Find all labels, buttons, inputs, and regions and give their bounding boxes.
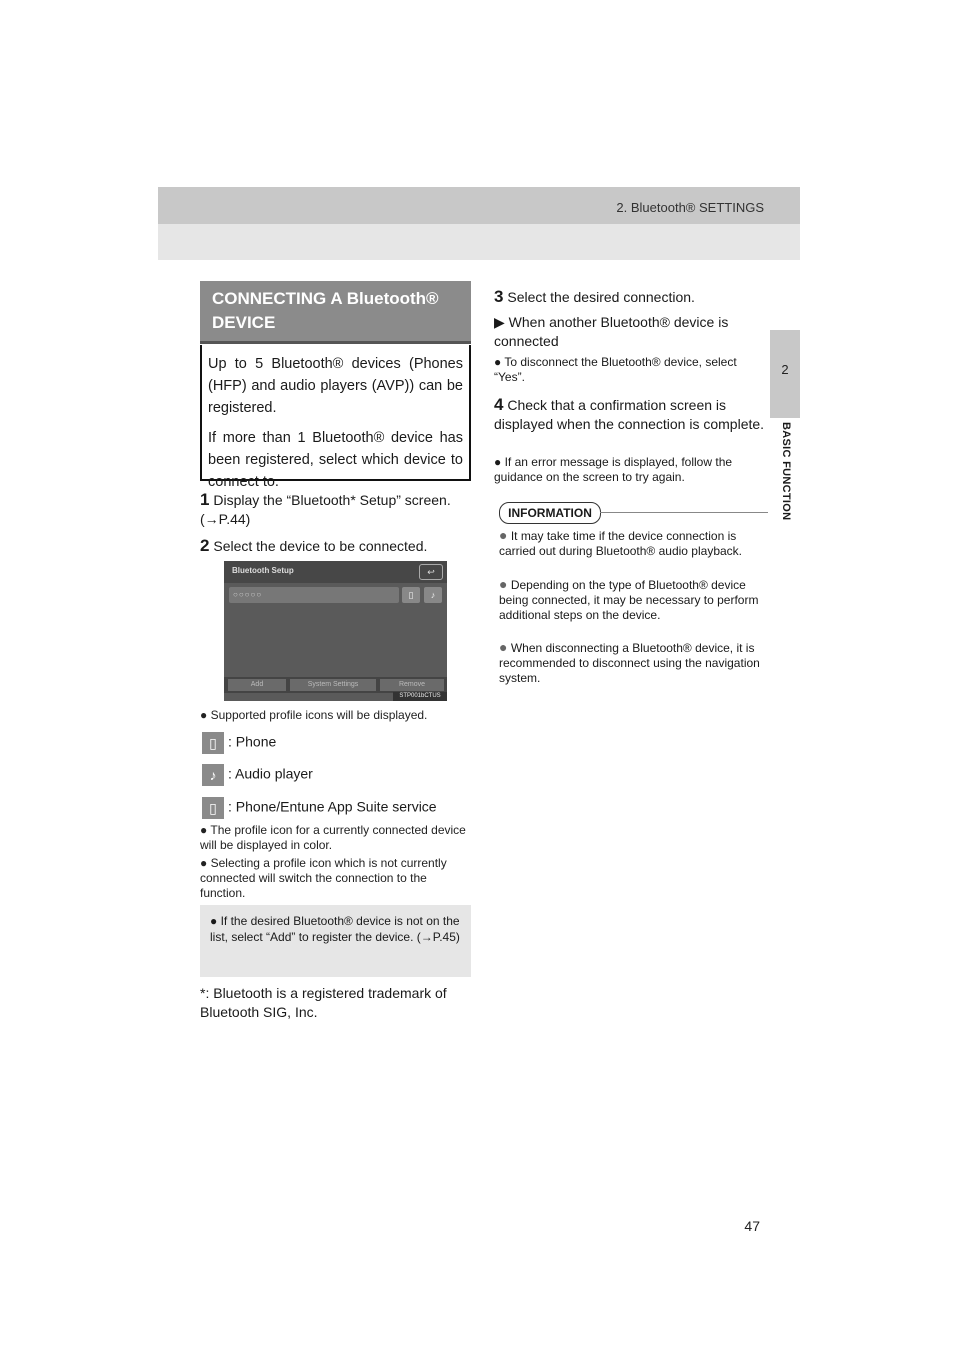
bullet-supported: ● Supported profile icons will be displayed. <box>200 708 428 722</box>
info-item: ● Depending on the type of Bluetooth® device being connected, it may be necessary to perform additional steps on the device. <box>499 576 759 622</box>
trademark-footnote: *: Bluetooth is a registered trademark of Bluetooth SIG, Inc. <box>200 985 447 1020</box>
phone-profile-row: ▯ : Phone <box>202 732 276 754</box>
entune-profile-row: ▯ : Phone/Entune App Suite service <box>202 797 437 819</box>
step-3: 3 Select the desired connection. <box>494 287 695 306</box>
device-name-bar[interactable]: ○○○○○ <box>229 587 399 603</box>
intro-text-1: Up to 5 Bluetooth® devices (Phones (HFP) and audio players (AVP)) can be registered. <box>208 356 463 416</box>
system-settings-button[interactable]: System Settings <box>290 679 376 691</box>
chapter-label: BASIC FUNCTION <box>780 422 792 521</box>
back-icon[interactable]: ↩ <box>419 564 443 580</box>
music-note-icon[interactable]: ♪ <box>424 587 442 603</box>
step-4: 4 Check that a confirmation screen is displayed when the connection is complete. <box>494 395 765 432</box>
audio-profile-row: ♪ : Audio player <box>202 764 313 786</box>
add-button[interactable]: Add <box>228 679 286 691</box>
step-1-text: Display the “Bluetooth* Setup” screen. (→P.44) <box>200 492 451 527</box>
info-item: ● When disconnecting a Bluetooth® device, it is recommended to disconnect using the navigation system. <box>499 639 760 685</box>
page-number: 47 <box>744 1218 760 1234</box>
phone-profile-icon: ▯ <box>202 732 224 754</box>
intro-box <box>200 345 471 490</box>
title-rule <box>200 341 471 344</box>
phone-icon[interactable]: ▯ <box>402 587 420 603</box>
another-device-item: ▶ When another Bluetooth® device is connected <box>494 314 729 349</box>
chapter-title: 2. Bluetooth® SETTINGS <box>616 200 764 215</box>
intro-text-2: If more than 1 Bluetooth® device has been registered, select which device to connect to. <box>208 430 463 490</box>
info-item: ● It may take time if the device connection is carried out during Bluetooth® audio playback. <box>499 527 742 558</box>
remove-button[interactable]: Remove <box>380 679 444 691</box>
error-bullet: ● If an error message is displayed, follow the guidance on the screen to try again. <box>494 455 733 484</box>
bluetooth-setup-screen <box>224 561 447 701</box>
chapter-number: 2 <box>781 362 789 377</box>
image-code: STP001bCTUS <box>393 692 447 701</box>
section-title: CONNECTING A Bluetooth® DEVICE <box>200 281 471 341</box>
step-1: 1 Display the “Bluetooth* Setup” screen. (→P.44) <box>200 490 451 527</box>
information-rule <box>600 512 768 513</box>
information-label: INFORMATION <box>499 502 601 524</box>
bullet-switch: ● Selecting a profile icon which is not currently connected will switch the connection to the function. <box>200 856 447 900</box>
disconnect-bullet: ● To disconnect the Bluetooth® device, select “Yes”. <box>494 355 737 384</box>
add-device-note: ● If the desired Bluetooth® device is not on the list, select “Add” to register the device. (→P.45) <box>200 905 471 977</box>
header-subband <box>158 224 800 260</box>
step-2: 2 Select the device to be connected. <box>200 536 428 555</box>
entune-profile-icon: ▯ <box>202 797 224 819</box>
audio-profile-icon: ♪ <box>202 764 224 786</box>
screen-title: Bluetooth Setup <box>232 566 294 575</box>
step-2-text: Select the device to be connected. <box>213 538 428 554</box>
bullet-color: ● The profile icon for a currently connected device will be displayed in color. <box>200 823 466 852</box>
